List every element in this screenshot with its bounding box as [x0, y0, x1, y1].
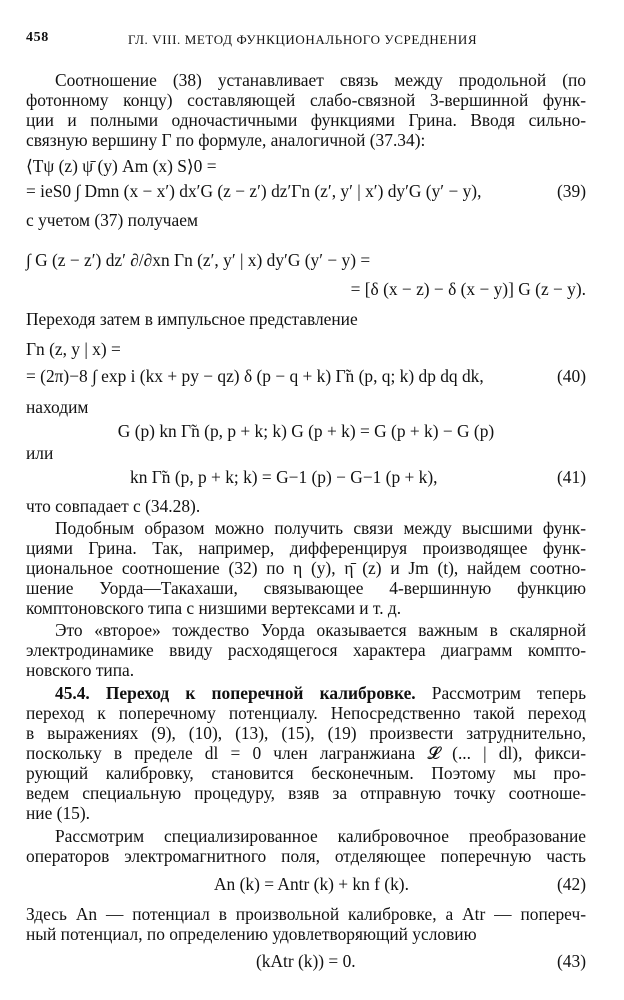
paragraph-line: комптоновского типа с низшими вертексами и т. д.	[26, 598, 402, 618]
equation-number: (43)	[557, 951, 586, 971]
equation-unnumbered-line-2	[26, 279, 586, 299]
paragraph-line: ние (15).	[26, 803, 91, 823]
page-number: 458	[26, 30, 49, 45]
paragraph-line: связную вершину Γ по формуле, аналогичной (37.34):	[26, 130, 426, 150]
equation-39-line-1	[26, 156, 586, 176]
equation-text: ⟨Tψ (z) ψ̄ (y) Am (x) S⟩0 =	[26, 156, 217, 176]
paragraph-line: что совпадает с (34.28).	[26, 496, 201, 516]
paragraph-line: с учетом (37) получаем	[26, 210, 198, 230]
equation-39-line-2	[26, 181, 586, 201]
paragraph-line: переход к поперечному потенциалу. Непосредственно такой переход	[26, 703, 586, 723]
paragraph-line: новского типа.	[26, 660, 135, 680]
paragraph-line: находим	[26, 397, 89, 417]
equation-text: G (p) kn Γ̃n (p, p + k; k) G (p + k) = G (p + k) − G (p)	[117, 421, 495, 441]
paragraph-line: поскольку в пределе dl = 0 член лагранжиана 𝓛 (... | dl), фикси-	[26, 743, 586, 763]
paragraph-line: Соотношение (38) устанавливает связь между продольной (по	[55, 70, 586, 90]
paragraph-line: ведем специальную процедуру, взяв за отправную точку соотноше-	[26, 783, 586, 803]
paragraph-line: в выражениях (9), (10), (13), (15), (19) произвести затруднительно,	[26, 723, 586, 743]
paragraph-line: операторов электромагнитного поля, отделяющее поперечную часть	[26, 846, 586, 866]
paragraph-text: Рассмотрим теперь	[431, 683, 586, 703]
equation-40-line-1	[26, 339, 586, 359]
paragraph-line: Рассмотрим специализированное калибровочное преобразование	[55, 826, 586, 846]
equation-text: kn Γ̃n (p, p + k; k) = G−1 (p) − G−1 (p + k),	[130, 467, 438, 487]
paragraph-line: Здесь An — потенциал в произвольной калибровке, а Atr — попереч-	[26, 904, 586, 924]
paragraph-line: ции и полными одночастичными функциями Грина. Вводя сильно-	[26, 110, 586, 130]
section-heading-line	[55, 683, 586, 703]
paragraph-line: или	[26, 443, 54, 463]
equation-text: (kAtr (k)) = 0.	[256, 951, 356, 971]
paragraph-line: Подобным образом можно получить связи между высшими функ-	[55, 518, 586, 538]
equation-number: (42)	[557, 874, 586, 894]
equation-text: Γn (z, y | x) =	[26, 339, 121, 359]
paragraph-line: шение Уорда—Такахаши, связывающее 4-вершинную функцию	[26, 578, 586, 598]
equation-text: = ieS0 ∫ Dmn (x − x′) dx′G (z − z′) dz′Γn (z′, y′ | x′) dy′G (y′ − y),	[26, 181, 482, 201]
paragraph-line: электродинамике ввиду расходящегося характера диаграмм компто-	[26, 640, 586, 660]
paragraph-line: Переходя затем в импульсное представление	[26, 309, 358, 329]
equation-unnumbered-2	[26, 421, 586, 441]
equation-number: (39)	[557, 181, 586, 201]
equation-text: = [δ (x − z) − δ (x − y)] G (z − y).	[350, 279, 586, 299]
running-title: ГЛ. VIII. МЕТОД ФУНКЦИОНАЛЬНОГО УСРЕДНЕНИЯ	[128, 32, 478, 47]
equation-number: (40)	[557, 366, 586, 386]
section-heading: 45.4. Переход к поперечной калибровке.	[55, 683, 416, 703]
paragraph-line: рующий калибровку, становится бесконечным. Поэтому мы про-	[26, 763, 586, 783]
equation-number: (41)	[557, 467, 586, 487]
paragraph-line: фотонному концу) составляющей слабо-связной 3-вершинной функ-	[26, 90, 586, 110]
paragraph-line: ный потенциал, по определению удовлетворяющий условию	[26, 924, 477, 944]
equation-40-line-2	[26, 366, 586, 386]
equation-text: ∫ G (z − z′) dz′ ∂/∂xn Γn (z′, y′ | x) dy′G (y′ − y) =	[26, 250, 371, 270]
page-header	[26, 30, 584, 50]
paragraph-line: Это «второе» тождество Уорда оказывается важным в скалярной	[55, 620, 586, 640]
paragraph-line: циональное соотношение (32) по η (y), η̄ (z) и Jm (t), найдем соотно-	[26, 558, 586, 578]
equation-text: = (2π)−8 ∫ exp i (kx + py − qz) δ (p − q + k) Γ̃n (p, q; k) dp dq dk,	[26, 366, 484, 386]
equation-text: An (k) = Antr (k) + kn f (k).	[214, 874, 409, 894]
equation-unnumbered-line-1	[26, 250, 586, 270]
paragraph-line: циями Грина. Так, например, дифференцируя производящее функ-	[26, 538, 586, 558]
